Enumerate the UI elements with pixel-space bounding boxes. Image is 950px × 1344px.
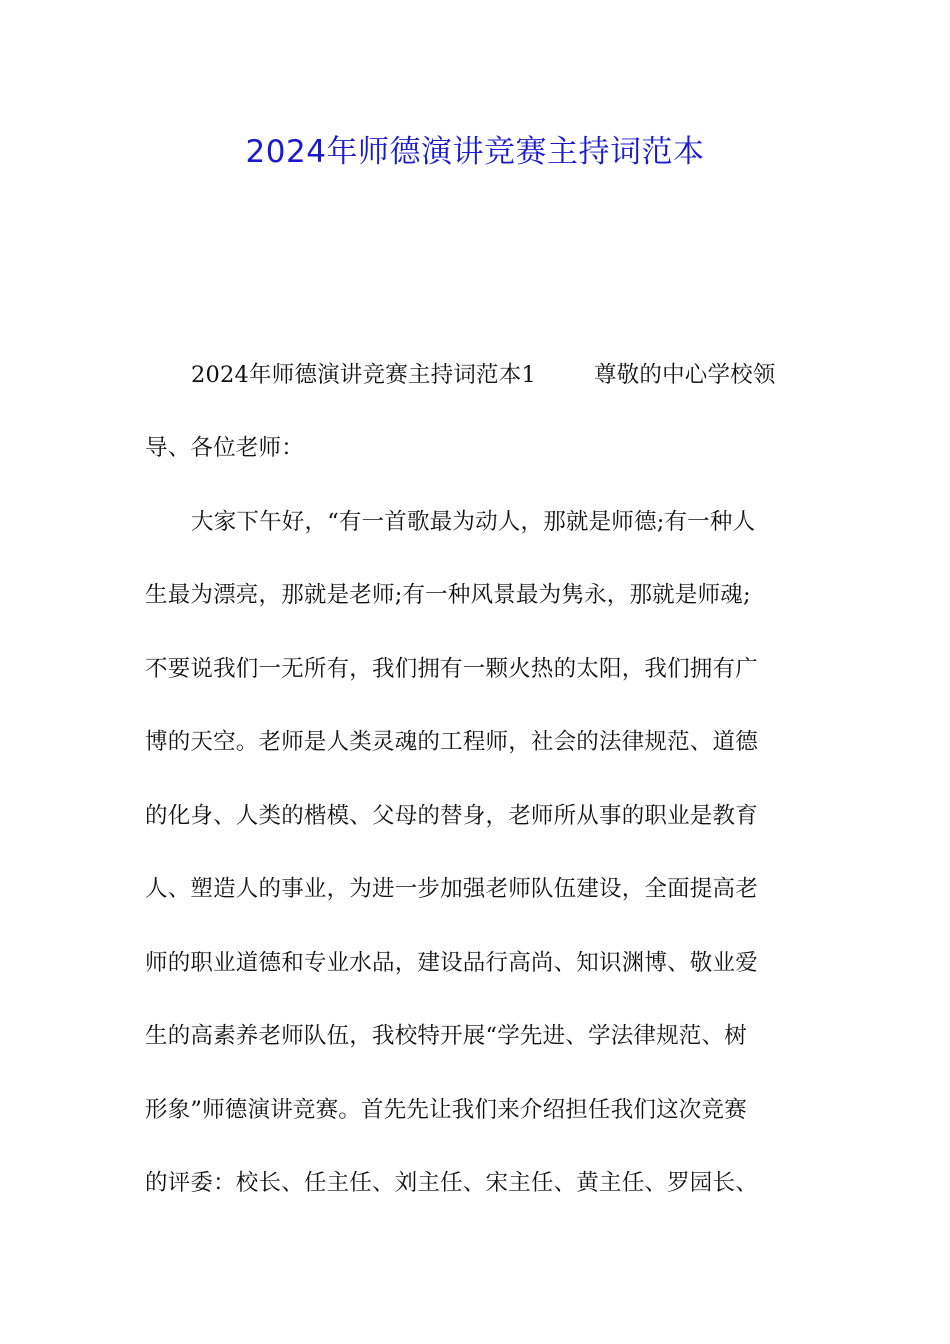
paragraph-line: 生最为漂亮，那就是老师;有一种风景最为隽永，那就是师魂; [145, 582, 751, 609]
paragraph-line: 导、各位老师： [145, 435, 304, 462]
paragraph-line: 形象”师德演讲竞赛。首先先让我们来介绍担任我们这次竞赛 [145, 1096, 747, 1123]
salutation-start: 尊敬的中心学校领 [593, 361, 776, 388]
paragraph-line: 生的高素养老师队伍，我校特开展“学先进、学法律规范、树 [145, 1023, 747, 1050]
paragraph-line: 博的天空。老师是人类灵魂的工程师，社会的法律规范、道德 [145, 729, 758, 756]
paragraph-line: 不要说我们一无所有，我们拥有一颗火热的太阳，我们拥有广 [145, 655, 758, 682]
paragraph-line: 师的职业道德和专业水品，建设品行高尚、知识渊博、敬业爱 [145, 949, 758, 976]
section-heading-inline: 2024年师德演讲竞赛主持词范本1 [191, 361, 536, 388]
paragraph-line: 的评委：校长、任主任、刘主任、宋主任、黄主任、罗园长、 [145, 1170, 758, 1197]
document-body [145, 336, 813, 1218]
paragraph-line: 大家下午好，“有一首歌最为动人，那就是师德;有一种人 [191, 508, 756, 535]
document-title: 2024年师德演讲竞赛主持词范本 [245, 134, 705, 170]
paragraph-line: 人、塑造人的事业，为进一步加强老师队伍建设，全面提高老 [145, 876, 758, 903]
paragraph-line: 的化身、人类的楷模、父母的替身，老师所从事的职业是教育 [145, 802, 758, 829]
paragraph-line [145, 336, 813, 410]
